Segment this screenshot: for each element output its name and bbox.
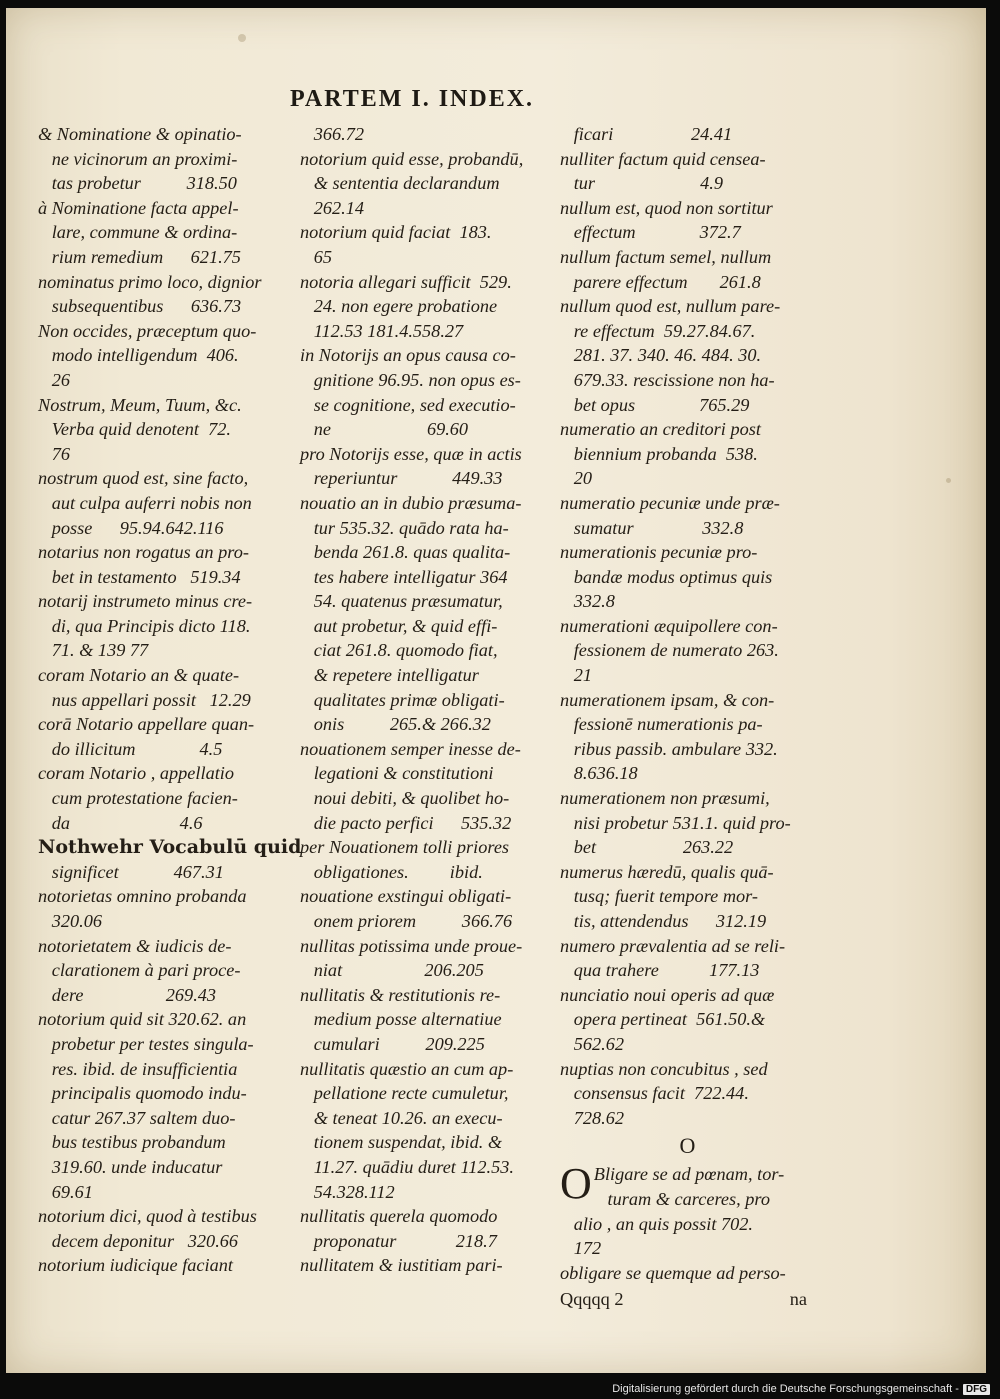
index-line: legationi & constitutioni	[300, 763, 494, 784]
index-line: nullitatem & iustitiam pari-	[300, 1255, 503, 1276]
index-line: 71. & 139 77	[38, 640, 149, 661]
index-line: nisi probetur 531.1. quid pro-	[560, 812, 791, 833]
index-line: 319.60. unde inducatur	[38, 1156, 223, 1177]
index-line: 24. non egere probatione	[300, 296, 498, 317]
index-line: corā Notario appellare quan-	[38, 714, 255, 735]
index-line: tis, attendendus 312.19	[560, 911, 767, 931]
index-line: coram Notario an & quate-	[38, 665, 240, 686]
index-line: pro Notorijs esse, quæ in actis	[300, 443, 522, 464]
index-line: modo intelligendum 406.	[38, 345, 239, 366]
index-line: die pacto perfici 535.32	[300, 812, 512, 833]
index-line: ne vicinorum an proximi-	[38, 148, 238, 169]
index-line: Bligare se ad pœnam, tor-	[593, 1164, 785, 1185]
index-line: nouatio an in dubio præsuma-	[300, 492, 522, 513]
index-line: 281. 37. 340. 46. 484. 30.	[560, 345, 762, 366]
index-line: tes habere intelligatur 364	[300, 566, 508, 587]
index-line: qua trahere 177.13	[560, 960, 760, 981]
index-line: per Nouationem tolli priores	[300, 837, 510, 858]
index-line: benda 261.8. quas qualita-	[300, 542, 511, 563]
index-line: proponatur 218.7	[300, 1230, 497, 1251]
index-line: dere 269.43	[38, 984, 217, 1005]
paper-stain	[238, 34, 246, 42]
index-line: aut culpa auferri nobis non	[38, 492, 252, 513]
index-line: alio , an quis possit 702.	[560, 1213, 753, 1234]
index-line: Nothwehr Vocabulū quid	[38, 836, 302, 859]
index-line: Non occides, præceptum quo-	[38, 320, 257, 341]
index-line: Verba quid denotent 72.	[38, 419, 231, 440]
index-column-2	[300, 122, 555, 1278]
index-line: catur 267.37 saltem duo-	[38, 1107, 236, 1128]
index-line: rium remedium 621.75	[38, 246, 241, 267]
index-line: 332.8	[560, 591, 615, 612]
index-line: bus testibus probandum	[38, 1132, 226, 1153]
index-column-3-entries	[560, 122, 815, 1130]
index-line: notorium quid sit 320.62. an	[38, 1009, 247, 1030]
index-line: ribus passib. ambulare 332.	[560, 738, 778, 759]
index-line: 728.62	[560, 1107, 624, 1128]
index-line: notorium quid esse, probandū,	[300, 148, 524, 169]
index-line: consensus facit 722.44.	[560, 1083, 749, 1104]
index-line: bet opus 765.29	[560, 394, 750, 415]
index-line: notorietas omnino probanda	[38, 886, 247, 907]
index-line: numeratio pecuniæ unde præ-	[560, 492, 780, 513]
index-line: 262.14	[300, 197, 364, 218]
index-line: fessionem de numerato 263.	[560, 640, 779, 661]
index-line: probetur per testes singula-	[38, 1033, 254, 1054]
index-line: re effectum 59.27.84.67.	[560, 320, 756, 341]
index-line: aut probetur, & quid effi-	[300, 615, 498, 636]
index-line: 20	[560, 468, 592, 489]
index-line: 76	[38, 443, 70, 464]
index-line: 69.61	[38, 1181, 93, 1202]
index-line: nullum quod est, nullum pare-	[560, 296, 781, 317]
index-line: nunciatio noui operis ad quæ	[560, 984, 775, 1005]
index-line: effectum 372.7	[560, 222, 741, 243]
index-line: ne 69.60	[300, 419, 469, 440]
index-line: obligare se quemque ad perso-	[560, 1262, 786, 1283]
index-line: 679.33. rescissione non ha-	[560, 369, 775, 390]
index-line: decem deponitur 320.66	[38, 1230, 239, 1251]
o-section	[560, 1159, 815, 1285]
index-line: & repetere intelligatur	[300, 665, 479, 686]
index-line: numerationi æquipollere con-	[560, 615, 778, 636]
index-line: ciat 261.8. quomodo fiat,	[300, 640, 498, 661]
catchword: na	[789, 1289, 807, 1310]
index-line: se cognitione, sed executio-	[300, 394, 516, 415]
index-line: notoria allegari sufficit 529.	[300, 271, 512, 292]
index-line: nullitatis querela quomodo	[300, 1206, 498, 1227]
index-line: & sententia declarandum	[300, 173, 500, 194]
index-line: bet 263.22	[560, 837, 734, 858]
o-entries	[560, 1159, 815, 1285]
index-line: 11.27. quādiu duret 112.53.	[300, 1156, 514, 1177]
index-line: à Nominatione facta appel-	[38, 197, 239, 218]
index-line: tur 535.32. quādo rata ha-	[300, 517, 509, 538]
index-line: res. ibid. de insufficientia	[38, 1058, 238, 1079]
index-line: qualitates primæ obligati-	[300, 689, 505, 710]
index-line: notarius non rogatus an pro-	[38, 542, 249, 563]
index-line: reperiuntur 449.33	[300, 468, 503, 489]
index-line: numerationis pecuniæ pro-	[560, 542, 758, 563]
index-line: subsequentibus 636.73	[38, 296, 242, 317]
index-line: cum protestatione facien-	[38, 788, 238, 809]
index-line: fessionē numerationis pa-	[560, 714, 763, 735]
dropcap-letter: O	[560, 1159, 592, 1209]
index-line: nullum factum semel, nullum	[560, 246, 772, 267]
running-head: PARTEM I. INDEX.	[290, 86, 535, 112]
index-line: obligationes. ibid.	[300, 861, 483, 882]
index-line: nullitatis quæstio an cum ap-	[300, 1058, 514, 1079]
index-line: pellatione recte cumuletur,	[300, 1083, 509, 1104]
index-line: 54.328.112	[300, 1181, 395, 1202]
index-line: niat 206.205	[300, 960, 484, 981]
index-line: clarationem à pari proce-	[38, 960, 241, 981]
index-column-1	[38, 122, 302, 1278]
index-line: lare, commune & ordina-	[38, 222, 238, 243]
index-line: 366.72	[300, 124, 364, 144]
index-line: principalis quomodo indu-	[38, 1083, 247, 1104]
index-line: numero prævalentia ad se reli-	[560, 935, 786, 956]
index-line: 54. quatenus præsumatur,	[300, 591, 503, 612]
index-line: in Notorijs an opus causa co-	[300, 345, 516, 366]
index-line: nostrum quod est, sine facto,	[38, 468, 249, 489]
index-line: nulliter factum quid censea-	[560, 148, 766, 169]
footer-credit	[612, 1383, 990, 1395]
index-line: 112.53 181.4.558.27	[300, 320, 464, 341]
index-line: bandæ modus optimus quis	[560, 566, 773, 587]
paper-stain	[946, 478, 951, 483]
index-line: ficari 24.41	[560, 124, 733, 144]
index-line: nouatione exstingui obligati-	[300, 886, 512, 907]
index-line: tas probetur 318.50	[38, 173, 237, 194]
index-line: posse 95.94.642.116	[38, 517, 224, 538]
index-line: da 4.6	[38, 812, 203, 833]
index-line: numerationem ipsam, & con-	[560, 689, 775, 710]
index-line: noui debiti, & quolibet ho-	[300, 788, 510, 809]
index-line: sumatur 332.8	[560, 517, 744, 538]
index-line: medium posse alternatiue	[300, 1009, 502, 1030]
index-line: tusq; fuerit tempore mor-	[560, 886, 758, 907]
index-line: opera pertineat 561.50.&	[560, 1009, 766, 1030]
index-line: numeratio an creditori post	[560, 419, 761, 440]
index-line: do illicitum 4.5	[38, 738, 223, 759]
index-line: biennium probanda 538.	[560, 443, 758, 464]
signature-row	[560, 1287, 815, 1312]
index-line: notarij instrumeto minus cre-	[38, 591, 253, 612]
index-line: bet in testamento 519.34	[38, 566, 241, 587]
section-letter: O	[679, 1133, 696, 1159]
index-line: Nostrum, Meum, Tuum, &c.	[38, 394, 242, 415]
index-line: nullitatis & restitutionis re-	[300, 984, 501, 1005]
index-line: notorietatem & iudicis de-	[38, 935, 232, 956]
dfg-logo: DFG	[963, 1384, 990, 1395]
index-line: numerus hæredū, qualis quā-	[560, 861, 774, 882]
index-line: 21	[560, 665, 592, 686]
index-column-3	[560, 122, 815, 1312]
index-line: numerationem non præsumi,	[560, 788, 770, 809]
index-line: turam & carceres, pro	[593, 1188, 770, 1209]
index-line: coram Notario , appellatio	[38, 763, 235, 784]
index-line: & Nominatione & opinatio-	[38, 124, 242, 144]
index-line: & teneat 10.26. an execu-	[300, 1107, 503, 1128]
index-line: di, qua Principis dicto 118.	[38, 615, 251, 636]
index-line: notorium quid faciat 183.	[300, 222, 492, 243]
index-line: onis 265.& 266.32	[300, 714, 491, 735]
index-line: significet 467.31	[38, 861, 224, 882]
index-line: nouationem semper inesse de-	[300, 738, 521, 759]
index-line: tionem suspendat, ibid. &	[300, 1132, 503, 1153]
index-line: tur 4.9	[560, 173, 724, 194]
index-line: notorium iudicique faciant	[38, 1255, 233, 1276]
index-line: 320.06	[38, 911, 102, 931]
footer-text: Digitalisierung gefördert durch die Deutsche Forschungsgemeinschaft -	[612, 1383, 959, 1395]
signature-mark: Qqqqq 2	[560, 1289, 624, 1310]
index-line: 172	[560, 1238, 602, 1259]
index-line: nominatus primo loco, dignior	[38, 271, 262, 292]
index-line: 26	[38, 369, 70, 390]
index-line: nullum est, quod non sortitur	[560, 197, 773, 218]
index-line: 562.62	[560, 1033, 624, 1054]
index-line: notorium dici, quod à testibus	[38, 1206, 257, 1227]
index-line: cumulari 209.225	[300, 1033, 485, 1054]
index-line: nus appellari possit 12.29	[38, 689, 251, 710]
index-line: onem priorem 366.76	[300, 911, 513, 931]
index-line: parere effectum 261.8	[560, 271, 761, 292]
index-line: nullitas potissima unde proue-	[300, 935, 523, 956]
index-line: 65	[300, 246, 332, 267]
index-line: 8.636.18	[560, 763, 638, 784]
index-line: nuptias non concubitus , sed	[560, 1058, 768, 1079]
index-line: gnitione 96.95. non opus es-	[300, 369, 521, 390]
